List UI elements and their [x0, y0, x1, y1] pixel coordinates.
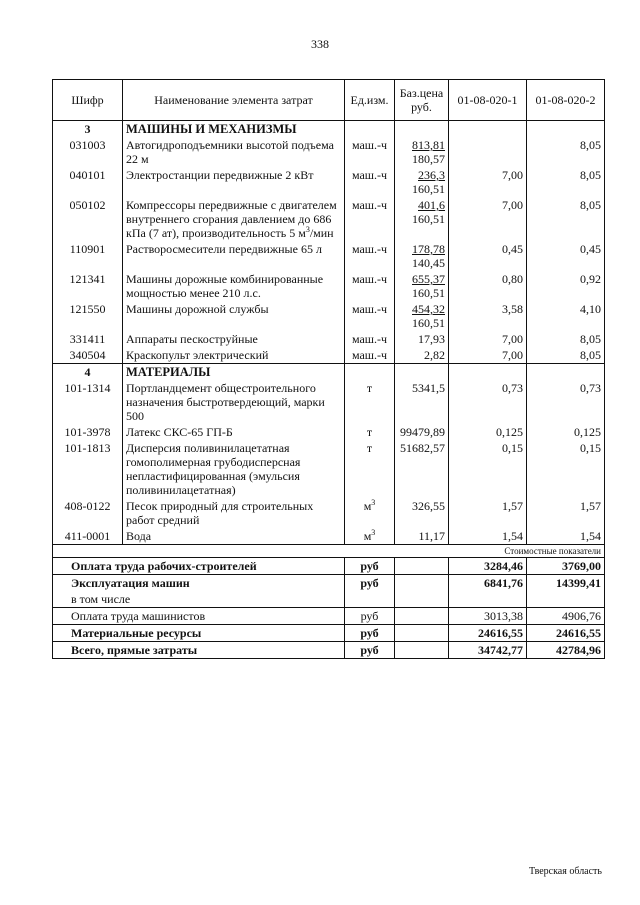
row-value-col2: 8,05	[527, 167, 605, 197]
summary-value-col2: 42784,96	[527, 642, 605, 659]
summary-value-col2: 4906,76	[527, 608, 605, 625]
empty-cell	[527, 364, 605, 381]
empty-cell	[395, 591, 449, 608]
summary-unit: руб	[345, 625, 395, 642]
table-row	[53, 347, 605, 364]
summary-label: Оплата труда машинистов	[53, 608, 345, 625]
empty-cell	[449, 364, 527, 381]
row-value-col1: 0,125	[449, 424, 527, 440]
summary-label: в том числе	[53, 591, 345, 608]
empty-cell	[345, 121, 395, 138]
row-value-col1: 0,15	[449, 440, 527, 498]
row-unit-text: маш.-ч	[351, 242, 388, 256]
row-name	[123, 241, 345, 271]
row-unit	[345, 197, 395, 241]
row-price-base: 5341,5	[412, 381, 445, 395]
summary-row	[53, 591, 605, 608]
summary-unit: руб	[345, 642, 395, 659]
row-unit	[345, 137, 395, 167]
header-col1: 01-08-020-1	[449, 80, 527, 121]
row-unit-text: маш.-ч	[351, 348, 388, 362]
row-name-text: Вода	[126, 529, 152, 543]
row-name	[123, 440, 345, 498]
row-unit-text: т	[366, 381, 373, 395]
section-number: 4	[53, 364, 123, 381]
row-price-base: 236,3	[418, 168, 445, 182]
row-unit-text: м	[363, 529, 372, 543]
row-unit-text: маш.-ч	[351, 168, 388, 182]
summary-value-col2: 14399,41	[527, 575, 605, 592]
row-price	[395, 167, 449, 197]
empty-cell	[395, 364, 449, 381]
summary-row	[53, 625, 605, 642]
row-name-text: Портландцемент общестроительного назначения быстротвердеющий, марки 500	[126, 381, 325, 423]
row-unit-superscript: 3	[371, 498, 376, 507]
cost-table	[52, 79, 605, 659]
empty-cell	[395, 558, 449, 575]
footer-region: Тверская область	[528, 866, 602, 877]
table-row	[53, 331, 605, 347]
row-price	[395, 271, 449, 301]
row-value-col1	[449, 137, 527, 167]
row-value-col2: 1,54	[527, 528, 605, 545]
summary-row	[53, 642, 605, 659]
row-value-col2: 0,45	[527, 241, 605, 271]
table-row	[53, 498, 605, 528]
row-name-text: Растворосмесители передвижные 65 л	[126, 242, 322, 256]
row-name-tail: /мин	[309, 226, 334, 240]
row-unit	[345, 498, 395, 528]
summary-unit: руб	[345, 575, 395, 592]
row-value-col1: 0,73	[449, 380, 527, 424]
row-price-labor: 160,51	[412, 212, 445, 226]
row-unit-text: маш.-ч	[351, 138, 388, 152]
row-code: 331411	[53, 331, 123, 347]
row-unit	[345, 528, 395, 545]
summary-value-col2: 24616,55	[527, 625, 605, 642]
empty-cell	[345, 364, 395, 381]
row-name	[123, 271, 345, 301]
summary-value-col1: 6841,76	[449, 575, 527, 592]
row-name-text: Автогидроподъемники высотой подъема 22 м	[126, 138, 334, 166]
row-name	[123, 347, 345, 364]
row-price-base: 11,17	[418, 529, 445, 543]
row-code: 121341	[53, 271, 123, 301]
table-row	[53, 528, 605, 545]
row-name-text: Краскопульт электрический	[126, 348, 269, 362]
row-price-base: 326,55	[412, 499, 445, 513]
row-unit-superscript: 3	[371, 528, 376, 537]
row-name	[123, 137, 345, 167]
row-price-base: 178,78	[412, 242, 445, 256]
empty-cell	[395, 642, 449, 659]
row-code: 101-3978	[53, 424, 123, 440]
row-unit	[345, 440, 395, 498]
row-price	[395, 498, 449, 528]
row-name-text: Латекс СКС-65 ГП-Б	[126, 425, 233, 439]
empty-cell	[395, 121, 449, 138]
row-value-col1: 0,45	[449, 241, 527, 271]
empty-cell	[527, 121, 605, 138]
table-row	[53, 380, 605, 424]
row-value-col2: 4,10	[527, 301, 605, 331]
row-unit-text: т	[366, 441, 373, 455]
row-unit	[345, 380, 395, 424]
row-name-text: Песок природный для строительных работ средний	[126, 499, 314, 527]
empty-cell	[395, 608, 449, 625]
row-name	[123, 424, 345, 440]
summary-unit: руб	[345, 608, 395, 625]
row-code: 340504	[53, 347, 123, 364]
summary-label: Оплата труда рабочих-строителей	[53, 558, 345, 575]
table-row	[53, 301, 605, 331]
row-value-col2: 0,73	[527, 380, 605, 424]
row-value-col2: 0,125	[527, 424, 605, 440]
row-value-col1: 7,00	[449, 347, 527, 364]
row-code: 408-0122	[53, 498, 123, 528]
table-row	[53, 137, 605, 167]
section-header-row	[53, 364, 605, 381]
row-unit-text: т	[366, 425, 373, 439]
row-value-col1: 0,80	[449, 271, 527, 301]
row-price	[395, 424, 449, 440]
row-code: 411-0001	[53, 528, 123, 545]
summary-label: Эксплуатация машин	[53, 575, 345, 592]
header-name: Наименование элемента затрат	[123, 80, 345, 121]
row-code: 110901	[53, 241, 123, 271]
row-value-col1: 7,00	[449, 197, 527, 241]
row-value-col1: 7,00	[449, 167, 527, 197]
row-price-base: 813,81	[412, 138, 445, 152]
header-code: Шифр	[53, 80, 123, 121]
row-value-col2: 0,92	[527, 271, 605, 301]
row-value-col1: 7,00	[449, 331, 527, 347]
table-row	[53, 440, 605, 498]
section-title: МАШИНЫ И МЕХАНИЗМЫ	[123, 121, 345, 138]
row-value-col1: 3,58	[449, 301, 527, 331]
row-price-labor: 180,57	[412, 152, 445, 166]
summary-value-col1: 3284,46	[449, 558, 527, 575]
row-code: 101-1314	[53, 380, 123, 424]
table-row	[53, 197, 605, 241]
row-price-labor: 160,51	[412, 286, 445, 300]
summary-unit	[345, 591, 395, 608]
summary-value-col2: 3769,00	[527, 558, 605, 575]
row-price-base: 401,6	[418, 198, 445, 212]
row-unit-text: маш.-ч	[351, 332, 388, 346]
row-unit	[345, 167, 395, 197]
empty-cell	[395, 575, 449, 592]
row-name	[123, 528, 345, 545]
row-name	[123, 167, 345, 197]
table-header-row	[53, 80, 605, 121]
row-unit-text: маш.-ч	[351, 302, 388, 316]
summary-row	[53, 558, 605, 575]
table-row	[53, 241, 605, 271]
row-price	[395, 197, 449, 241]
row-price-base: 454,32	[412, 302, 445, 316]
row-value-col2: 8,05	[527, 347, 605, 364]
row-price-labor: 140,45	[412, 256, 445, 270]
empty-cell	[395, 625, 449, 642]
section-title: МАТЕРИАЛЫ	[123, 364, 345, 381]
row-name	[123, 301, 345, 331]
row-price	[395, 347, 449, 364]
row-price	[395, 137, 449, 167]
row-name-text: Компрессоры передвижные с двигателем внутреннего сгорания давлением до 686 кПа (7 ат), производительность 5 м	[126, 198, 337, 240]
row-name	[123, 380, 345, 424]
row-code: 101-1813	[53, 440, 123, 498]
cost-note-row	[53, 545, 605, 558]
summary-label: Всего, прямые затраты	[53, 642, 345, 659]
row-unit	[345, 241, 395, 271]
row-value-col2: 8,05	[527, 137, 605, 167]
row-value-col2: 1,57	[527, 498, 605, 528]
row-value-col2: 8,05	[527, 197, 605, 241]
table-row	[53, 271, 605, 301]
row-name	[123, 498, 345, 528]
row-price	[395, 301, 449, 331]
summary-value-col1: 3013,38	[449, 608, 527, 625]
row-name-text: Аппараты пескоструйные	[126, 332, 258, 346]
summary-row	[53, 608, 605, 625]
page-number: 338	[311, 37, 329, 51]
row-price	[395, 380, 449, 424]
header-col2: 01-08-020-2	[527, 80, 605, 121]
row-price-base: 51682,57	[400, 441, 445, 455]
summary-label: Материальные ресурсы	[53, 625, 345, 642]
row-price-base: 655,37	[412, 272, 445, 286]
row-price-base: 2,82	[424, 348, 445, 362]
row-code: 050102	[53, 197, 123, 241]
table-row	[53, 424, 605, 440]
row-price-labor: 160,51	[412, 316, 445, 330]
row-unit-text: маш.-ч	[351, 198, 388, 212]
summary-unit: руб	[345, 558, 395, 575]
summary-value-col1: 34742,77	[449, 642, 527, 659]
section-header-row	[53, 121, 605, 138]
summary-value-col1: 24616,55	[449, 625, 527, 642]
section-number: 3	[53, 121, 123, 138]
row-unit	[345, 301, 395, 331]
row-unit-text: маш.-ч	[351, 272, 388, 286]
row-value-col2: 0,15	[527, 440, 605, 498]
row-name-text: Машины дорожные комбинированные мощностью менее 210 л.с.	[126, 272, 324, 300]
row-unit-text: м	[363, 499, 372, 513]
row-value-col1: 1,54	[449, 528, 527, 545]
row-unit	[345, 331, 395, 347]
row-name	[123, 197, 345, 241]
header-price: Баз.цена руб.	[395, 80, 449, 121]
row-unit	[345, 424, 395, 440]
row-unit	[345, 271, 395, 301]
empty-cell	[449, 121, 527, 138]
cost-note: Стоимостные показатели	[53, 545, 605, 558]
row-name-text: Электростанции передвижные 2 кВт	[126, 168, 314, 182]
row-price-base: 99479,89	[400, 425, 445, 439]
row-price	[395, 331, 449, 347]
summary-value-col2	[527, 591, 605, 608]
summary-row	[53, 575, 605, 592]
row-price-labor: 160,51	[412, 182, 445, 196]
row-unit	[345, 347, 395, 364]
row-price	[395, 241, 449, 271]
row-name	[123, 331, 345, 347]
row-value-col1: 1,57	[449, 498, 527, 528]
row-value-col2: 8,05	[527, 331, 605, 347]
row-price	[395, 528, 449, 545]
row-name-text: Машины дорожной службы	[126, 302, 269, 316]
row-price-base: 17,93	[418, 332, 445, 346]
row-code: 121550	[53, 301, 123, 331]
row-code: 040101	[53, 167, 123, 197]
table-row	[53, 167, 605, 197]
row-name-text: Дисперсия поливинилацетатная гомополимерная грубодисперсная непластифицированная (эмульсия поливинилацетатная)	[126, 441, 301, 497]
row-price	[395, 440, 449, 498]
row-code: 031003	[53, 137, 123, 167]
summary-value-col1	[449, 591, 527, 608]
row-name-superscript: 3	[305, 225, 310, 234]
header-unit: Ед.изм.	[345, 80, 395, 121]
